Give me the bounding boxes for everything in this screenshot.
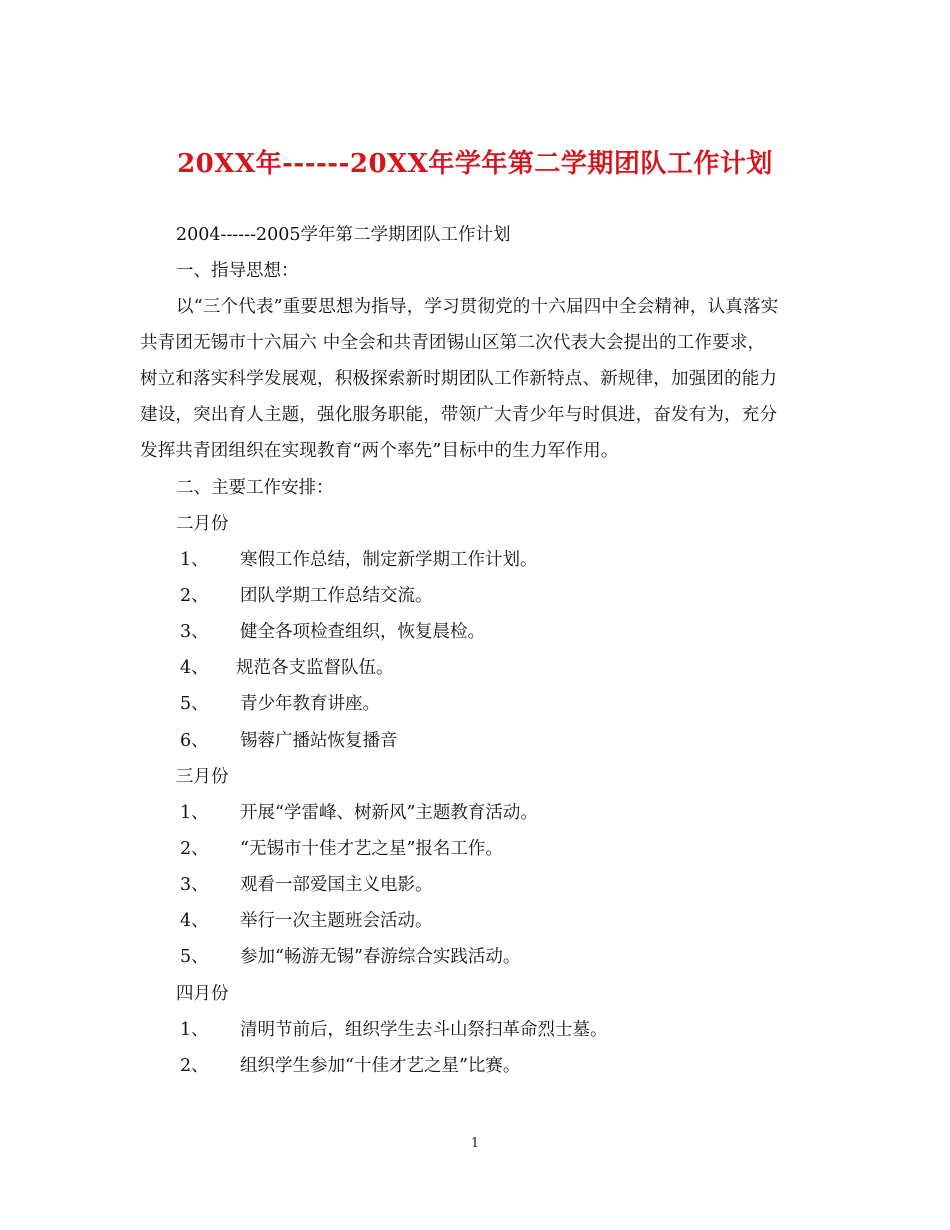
section-heading-work-schedule: 二、主要工作安排： [176, 478, 334, 498]
item-number: 3、 [180, 875, 209, 895]
list-item [176, 1054, 520, 1078]
item-text: 规范各支监督队伍。 [236, 658, 394, 678]
month-heading-february: 二月份 [176, 514, 229, 534]
item-number: 5、 [180, 694, 209, 714]
list-item [176, 945, 520, 969]
list-item [176, 656, 394, 680]
item-text: 青少年教育讲座。 [240, 694, 380, 714]
list-item [176, 909, 433, 933]
list-item [176, 548, 538, 572]
list-item [176, 801, 538, 825]
paragraph-line: 发挥共青团组织在实现教育“两个率先”目标中的生力军作用。 [140, 441, 619, 461]
item-number: 2、 [180, 1056, 209, 1076]
document-subtitle: 2004------2005学年第二学期团队工作计划 [176, 225, 511, 245]
item-number: 2、 [180, 839, 209, 859]
list-item [176, 692, 380, 716]
item-text: 组织学生参加“十佳才艺之星”比赛。 [240, 1056, 521, 1076]
list-item [176, 1018, 608, 1042]
item-number: 6、 [180, 731, 209, 751]
list-item [176, 873, 433, 897]
item-number: 5、 [180, 947, 209, 967]
list-item [176, 837, 503, 861]
item-text: 开展“学雷峰、树新风”主题教育活动。 [240, 803, 538, 823]
item-text: 健全各项检查组织，恢复晨检。 [240, 622, 485, 642]
list-item [176, 620, 485, 644]
item-number: 2、 [180, 586, 209, 606]
paragraph-line: 以“三个代表”重要思想为指导，学习贯彻党的十六届四中全会精神，认真落实 [176, 297, 779, 317]
paragraph-line: 建设，突出育人主题，强化服务职能，带领广大青少年与时俱进，奋发有为，充分 [140, 405, 778, 425]
item-text: 观看一部爱国主义电影。 [240, 875, 433, 895]
paragraph-line: 共青团无锡市十六届六 中全会和共青团锡山区第二次代表大会提出的工作要求， [140, 333, 766, 353]
section-heading-guiding-ideology: 一、指导思想： [176, 261, 299, 281]
item-number: 1、 [180, 1020, 209, 1040]
item-number: 1、 [180, 550, 209, 570]
item-text: 寒假工作总结，制定新学期工作计划。 [240, 550, 538, 570]
item-number: 1、 [180, 803, 209, 823]
month-heading-march: 三月份 [176, 767, 229, 787]
item-text: 团队学期工作总结交流。 [240, 586, 433, 606]
month-heading-april: 四月份 [176, 984, 229, 1004]
item-text: 举行一次主题班会活动。 [240, 911, 433, 931]
item-text: 清明节前后，组织学生去斗山祭扫革命烈士墓。 [240, 1020, 608, 1040]
item-number: 4、 [180, 658, 209, 678]
item-text: “无锡市十佳才艺之星”报名工作。 [240, 839, 503, 859]
item-number: 3、 [180, 622, 209, 642]
list-item [176, 584, 433, 608]
page-number: 1 [470, 1136, 480, 1151]
item-text: 锡蓉广播站恢复播音 [240, 731, 398, 751]
paragraph-line: 树立和落实科学发展观，积极探索新时期团队工作新特点、新规律，加强团的能力 [140, 369, 778, 389]
item-text: 参加“畅游无锡”春游综合实践活动。 [240, 947, 521, 967]
list-item [176, 729, 398, 753]
document-title: 20XX年------20XX年学年第二学期团队工作计划 [177, 149, 773, 179]
item-number: 4、 [180, 911, 209, 931]
